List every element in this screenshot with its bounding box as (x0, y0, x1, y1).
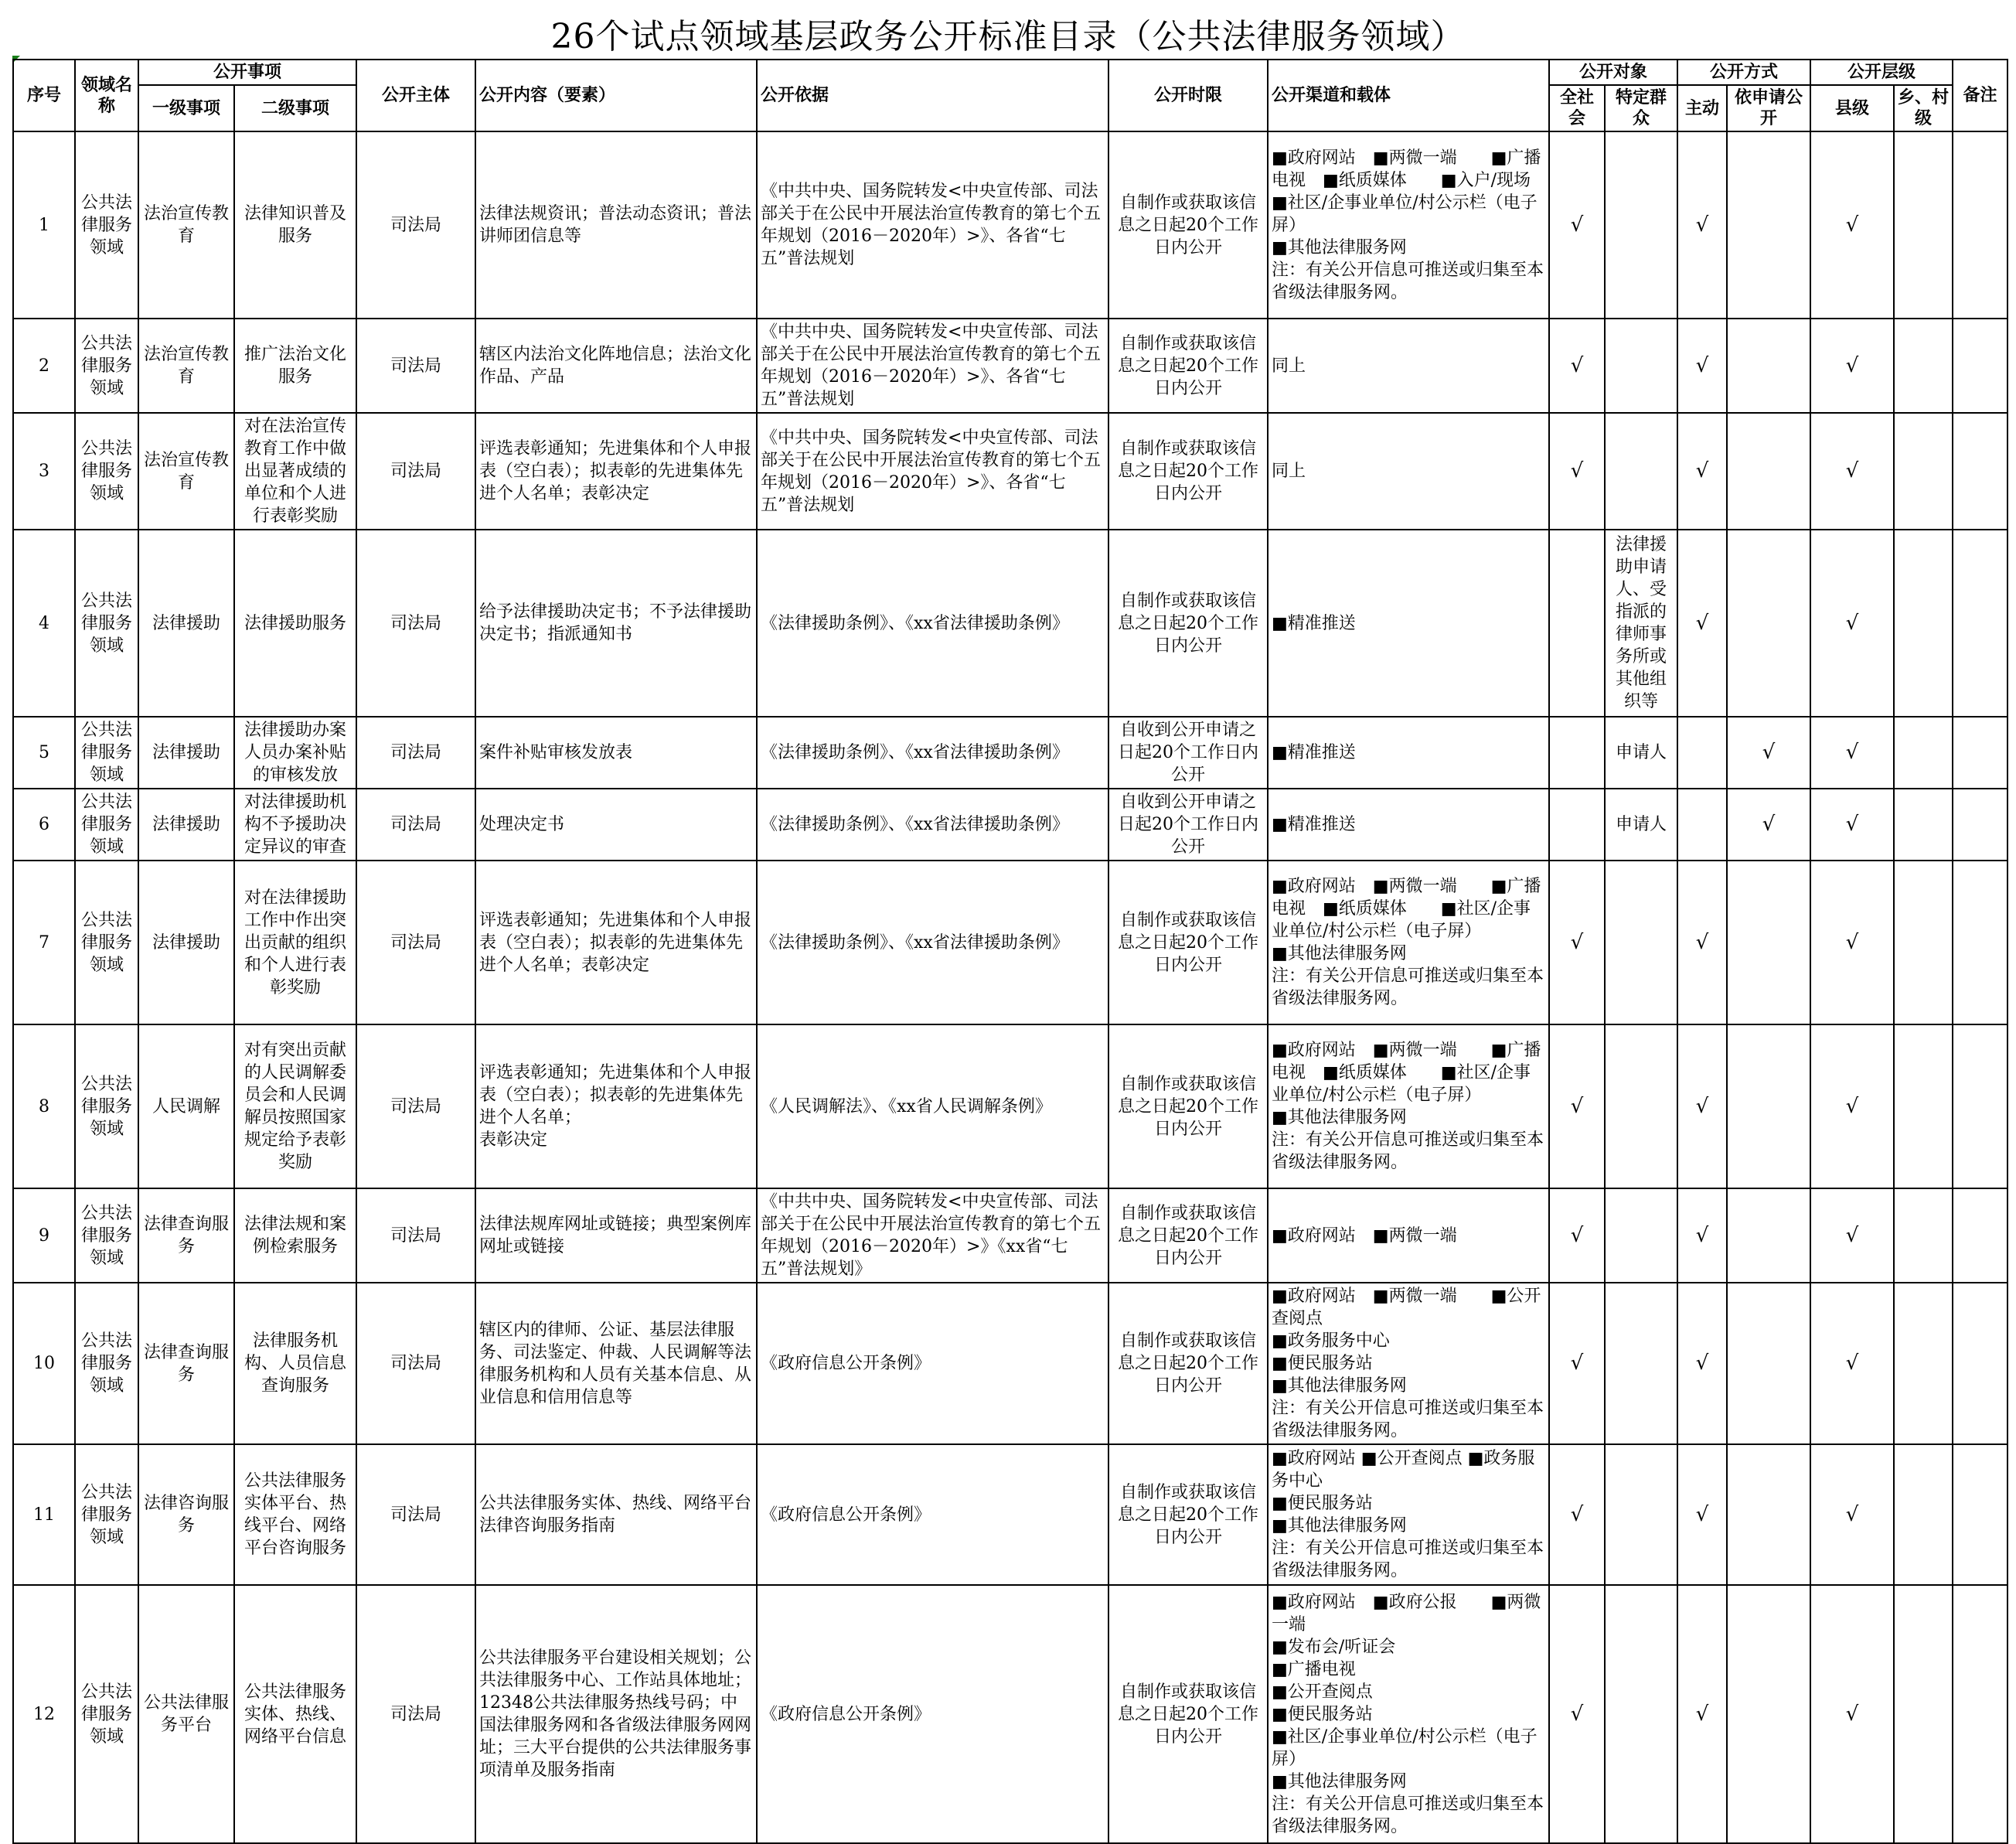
row-channel: ■精准推送 (1268, 717, 1549, 789)
row-channel: ■政府网站 ■两微一端 (1268, 1188, 1549, 1283)
row-domain: 公共法律服务领域 (75, 1188, 138, 1283)
row-domain: 公共法律服务领域 (75, 717, 138, 789)
row-item-l2: 法律援助办案人员办案补贴的审核发放 (234, 717, 356, 789)
row-item-l1: 法律援助 (138, 717, 234, 789)
row-remark (1953, 131, 2007, 319)
row-level-town (1894, 861, 1953, 1024)
row-seq: 11 (13, 1444, 75, 1585)
row-item-l1: 法治宣传教育 (138, 131, 234, 319)
row-target-specific (1605, 319, 1677, 413)
row-item-l1: 法律援助 (138, 789, 234, 861)
row-level-county: √ (1810, 319, 1894, 413)
row-time: 自制作或获取该信息之日起20个工作日内公开 (1108, 1283, 1268, 1444)
row-seq: 10 (13, 1283, 75, 1444)
row-level-county: √ (1810, 413, 1894, 530)
row-item-l1: 法律查询服务 (138, 1188, 234, 1283)
row-level-town (1894, 1024, 1953, 1188)
row-subject: 司法局 (356, 1585, 475, 1843)
row-time: 自制作或获取该信息之日起20个工作日内公开 (1108, 1444, 1268, 1585)
header-mode-active: 主动 (1677, 85, 1727, 131)
row-time: 自制作或获取该信息之日起20个工作日内公开 (1108, 861, 1268, 1024)
row-subject: 司法局 (356, 530, 475, 717)
row-mode-request (1727, 861, 1810, 1024)
row-level-town (1894, 1188, 1953, 1283)
row-basis: 《法律援助条例》、《xx省法律援助条例》 (757, 789, 1108, 861)
row-target-all: √ (1549, 1585, 1605, 1843)
header-seq: 序号 (13, 60, 75, 131)
row-seq: 9 (13, 1188, 75, 1283)
header-domain-name: 领域名称 (75, 60, 138, 131)
table-header (13, 60, 2007, 131)
row-basis: 《中共中央、国务院转发<中央宣传部、司法部关于在公民中开展法治宣传教育的第七个五年规划（2016－2020年）>》、各省“七五”普法规划 (757, 319, 1108, 413)
row-mode-active: √ (1677, 861, 1727, 1024)
row-level-county: √ (1810, 530, 1894, 717)
row-channel: ■政府网站 ■两微一端 ■公开查阅点 ■政务服务中心 ■便民服务站 ■其他法律服务网 注：有关公开信息可推送或归集至本省级法律服务网。 (1268, 1283, 1549, 1444)
table-row (13, 1283, 2007, 1444)
row-mode-request (1727, 319, 1810, 413)
header-level-group: 公开层级 (1810, 60, 1953, 85)
row-content: 案件补贴审核发放表 (475, 717, 757, 789)
row-domain: 公共法律服务领域 (75, 1283, 138, 1444)
table-row (13, 861, 2007, 1024)
row-level-town (1894, 1585, 1953, 1843)
row-level-town (1894, 319, 1953, 413)
row-mode-active: √ (1677, 413, 1727, 530)
row-subject: 司法局 (356, 413, 475, 530)
row-target-all (1549, 717, 1605, 789)
header-item-group: 公开事项 (138, 60, 356, 85)
table-row (13, 530, 2007, 717)
header-mode-group: 公开方式 (1677, 60, 1810, 85)
row-level-county: √ (1810, 1585, 1894, 1843)
row-basis: 《法律援助条例》、《xx省法律援助条例》 (757, 717, 1108, 789)
row-mode-active (1677, 717, 1727, 789)
row-target-all: √ (1549, 861, 1605, 1024)
row-target-specific (1605, 413, 1677, 530)
row-mode-active: √ (1677, 530, 1727, 717)
document-title: 26个试点领域基层政务公开标准目录（公共法律服务领域） (550, 17, 1466, 56)
row-item-l1: 法律援助 (138, 861, 234, 1024)
header-target-group: 公开对象 (1549, 60, 1677, 85)
row-target-all (1549, 789, 1605, 861)
row-domain: 公共法律服务领域 (75, 319, 138, 413)
row-channel: ■政府网站 ■两微一端 ■广播电视 ■纸质媒体 ■社区/企事业单位/村公示栏（电子屏） ■其他法律服务网 注：有关公开信息可推送或归集至本省级法律服务网。 (1268, 1024, 1549, 1188)
row-target-specific (1605, 1444, 1677, 1585)
header-item-l1: 一级事项 (138, 85, 234, 131)
row-time: 自制作或获取该信息之日起20个工作日内公开 (1108, 413, 1268, 530)
row-content: 法律法规库网址或链接；典型案例库网址或链接 (475, 1188, 757, 1283)
table-row (13, 1585, 2007, 1843)
row-time: 自制作或获取该信息之日起20个工作日内公开 (1108, 131, 1268, 319)
row-domain: 公共法律服务领域 (75, 1024, 138, 1188)
row-mode-active: √ (1677, 1283, 1727, 1444)
row-domain: 公共法律服务领域 (75, 861, 138, 1024)
row-subject: 司法局 (356, 1283, 475, 1444)
table-body (13, 131, 2007, 1843)
row-target-specific: 法律援助申请人、受指派的律师事务所或其他组织等 (1605, 530, 1677, 717)
row-item-l2: 法律服务机构、人员信息查询服务 (234, 1283, 356, 1444)
row-item-l1: 人民调解 (138, 1024, 234, 1188)
row-basis: 《法律援助条例》、《xx省法律援助条例》 (757, 861, 1108, 1024)
row-level-town (1894, 530, 1953, 717)
row-item-l2: 公共法律服务实体平台、热线平台、网络平台咨询服务 (234, 1444, 356, 1585)
row-mode-request (1727, 530, 1810, 717)
row-level-county: √ (1810, 1024, 1894, 1188)
row-basis: 《政府信息公开条例》 (757, 1585, 1108, 1843)
row-target-all: √ (1549, 1444, 1605, 1585)
row-item-l1: 法治宣传教育 (138, 413, 234, 530)
row-domain: 公共法律服务领域 (75, 789, 138, 861)
row-target-all: √ (1549, 319, 1605, 413)
row-mode-active: √ (1677, 1024, 1727, 1188)
row-time: 自制作或获取该信息之日起20个工作日内公开 (1108, 1188, 1268, 1283)
row-content: 公共法律服务实体、热线、网络平台法律咨询服务指南 (475, 1444, 757, 1585)
header-item-l2: 二级事项 (234, 85, 356, 131)
row-channel: ■政府网站 ■两微一端 ■广播电视 ■纸质媒体 ■社区/企事业单位/村公示栏（电子屏） ■其他法律服务网 注：有关公开信息可推送或归集至本省级法律服务网。 (1268, 861, 1549, 1024)
header-target-specific: 特定群众 (1605, 85, 1677, 131)
row-level-county: √ (1810, 789, 1894, 861)
row-subject: 司法局 (356, 319, 475, 413)
row-mode-active: √ (1677, 319, 1727, 413)
row-content: 评选表彰通知；先进集体和个人申报表（空白表）；拟表彰的先进集体先进个人名单； 表彰决定 (475, 1024, 757, 1188)
row-item-l1: 法律查询服务 (138, 1283, 234, 1444)
table-row (13, 413, 2007, 530)
row-level-county: √ (1810, 131, 1894, 319)
row-item-l2: 法律援助服务 (234, 530, 356, 717)
row-time: 自制作或获取该信息之日起20个工作日内公开 (1108, 319, 1268, 413)
row-basis: 《中共中央、国务院转发<中央宣传部、司法部关于在公民中开展法治宣传教育的第七个五年规划（2016－2020年）>》、各省“七五”普法规划 (757, 131, 1108, 319)
table-row (13, 789, 2007, 861)
row-domain: 公共法律服务领域 (75, 1444, 138, 1585)
table-row (13, 1024, 2007, 1188)
row-subject: 司法局 (356, 717, 475, 789)
row-mode-request: √ (1727, 789, 1810, 861)
header-content: 公开内容（要素） (475, 60, 757, 131)
row-item-l1: 法治宣传教育 (138, 319, 234, 413)
row-target-specific (1605, 861, 1677, 1024)
row-level-town (1894, 1283, 1953, 1444)
row-domain: 公共法律服务领域 (75, 530, 138, 717)
row-item-l2: 法律法规和案例检索服务 (234, 1188, 356, 1283)
row-content: 给予法律援助决定书；不予法律援助决定书；指派通知书 (475, 530, 757, 717)
row-mode-request (1727, 1585, 1810, 1843)
row-mode-active: √ (1677, 1188, 1727, 1283)
row-level-county: √ (1810, 717, 1894, 789)
row-remark (1953, 1024, 2007, 1188)
row-level-county: √ (1810, 1188, 1894, 1283)
row-target-specific: 申请人 (1605, 717, 1677, 789)
header-time: 公开时限 (1108, 60, 1268, 131)
row-mode-active: √ (1677, 1444, 1727, 1585)
row-seq: 5 (13, 717, 75, 789)
row-level-county: √ (1810, 1283, 1894, 1444)
row-mode-request (1727, 1024, 1810, 1188)
row-target-specific (1605, 1585, 1677, 1843)
row-item-l2: 对法律援助机构不予援助决定异议的审查 (234, 789, 356, 861)
row-content: 法律法规资讯；普法动态资讯；普法讲师团信息等 (475, 131, 757, 319)
row-remark (1953, 319, 2007, 413)
row-item-l2: 公共法律服务实体、热线、网络平台信息 (234, 1585, 356, 1843)
row-mode-request (1727, 131, 1810, 319)
header-basis: 公开依据 (757, 60, 1108, 131)
row-subject: 司法局 (356, 789, 475, 861)
row-subject: 司法局 (356, 131, 475, 319)
row-content: 处理决定书 (475, 789, 757, 861)
row-target-all (1549, 530, 1605, 717)
row-content: 评选表彰通知；先进集体和个人申报表（空白表）；拟表彰的先进集体先进个人名单；表彰决定 (475, 861, 757, 1024)
row-target-specific (1605, 131, 1677, 319)
row-target-specific (1605, 1188, 1677, 1283)
row-target-all: √ (1549, 413, 1605, 530)
row-basis: 《中共中央、国务院转发<中央宣传部、司法部关于在公民中开展法治宣传教育的第七个五年规划（2016－2020年）>》、各省“七五”普法规划 (757, 413, 1108, 530)
row-mode-active: √ (1677, 1585, 1727, 1843)
row-time: 自收到公开申请之日起20个工作日内公开 (1108, 789, 1268, 861)
table-row (13, 1188, 2007, 1283)
row-mode-active: √ (1677, 131, 1727, 319)
table-row (13, 1444, 2007, 1585)
row-item-l1: 法律咨询服务 (138, 1444, 234, 1585)
table-row (13, 131, 2007, 319)
table-row (13, 319, 2007, 413)
row-content: 公共法律服务平台建设相关规划；公共法律服务中心、工作站具体地址；12348公共法律服务热线号码；中国法律服务网和各省级法律服务网网址；三大平台提供的公共法律服务事项清单及服务指南 (475, 1585, 757, 1843)
header-level-town: 乡、村级 (1894, 85, 1953, 131)
row-item-l2: 法律知识普及服务 (234, 131, 356, 319)
row-remark (1953, 1283, 2007, 1444)
header-remark: 备注 (1953, 60, 2007, 131)
row-channel: ■政府网站 ■两微一端 ■广播电视 ■纸质媒体 ■入户/现场 ■社区/企事业单位/村公示栏（电子屏） ■其他法律服务网 注：有关公开信息可推送或归集至本省级法律服务网。 (1268, 131, 1549, 319)
row-mode-request (1727, 1444, 1810, 1585)
row-content: 辖区内法治文化阵地信息；法治文化作品、产品 (475, 319, 757, 413)
header-level-county: 县级 (1810, 85, 1894, 131)
catalog-table (12, 59, 2008, 1844)
row-seq: 3 (13, 413, 75, 530)
row-content: 评选表彰通知；先进集体和个人申报表（空白表）；拟表彰的先进集体先进个人名单；表彰决定 (475, 413, 757, 530)
row-mode-request: √ (1727, 717, 1810, 789)
row-channel: ■精准推送 (1268, 789, 1549, 861)
row-channel: ■政府网站 ■政府公报 ■两微一端 ■发布会/听证会 ■广播电视 ■公开查阅点 ■便民服务站 ■社区/企事业单位/村公示栏（电子屏） ■其他法律服务网 注：有关公开信息可推送或归集至本省级法律服务网。 (1268, 1585, 1549, 1843)
row-level-town (1894, 789, 1953, 861)
row-mode-request (1727, 1283, 1810, 1444)
row-seq: 7 (13, 861, 75, 1024)
row-item-l2: 对在法律援助工作中作出突出贡献的组织和个人进行表彰奖励 (234, 861, 356, 1024)
row-subject: 司法局 (356, 1188, 475, 1283)
row-domain: 公共法律服务领域 (75, 131, 138, 319)
row-remark (1953, 789, 2007, 861)
row-mode-request (1727, 1188, 1810, 1283)
row-remark (1953, 1585, 2007, 1843)
row-level-town (1894, 413, 1953, 530)
row-item-l1: 法律援助 (138, 530, 234, 717)
row-time: 自制作或获取该信息之日起20个工作日内公开 (1108, 1585, 1268, 1843)
header-target-all: 全社会 (1549, 85, 1605, 131)
row-channel: ■政府网站 ■公开查阅点 ■政务服务中心 ■便民服务站 ■其他法律服务网 注：有关公开信息可推送或归集至本省级法律服务网。 (1268, 1444, 1549, 1585)
header-mode-request: 依申请公开 (1727, 85, 1810, 131)
row-item-l2: 推广法治文化服务 (234, 319, 356, 413)
row-remark (1953, 530, 2007, 717)
header-channel: 公开渠道和载体 (1268, 60, 1549, 131)
row-remark (1953, 1188, 2007, 1283)
row-level-town (1894, 717, 1953, 789)
row-item-l1: 公共法律服务平台 (138, 1585, 234, 1843)
row-target-all: √ (1549, 1283, 1605, 1444)
row-basis: 《法律援助条例》、《xx省法律援助条例》 (757, 530, 1108, 717)
row-target-specific (1605, 1024, 1677, 1188)
row-target-specific: 申请人 (1605, 789, 1677, 861)
row-subject: 司法局 (356, 1444, 475, 1585)
row-remark (1953, 861, 2007, 1024)
row-target-all: √ (1549, 1024, 1605, 1188)
row-level-county: √ (1810, 861, 1894, 1024)
row-remark (1953, 717, 2007, 789)
row-basis: 《人民调解法》、《xx省人民调解条例》 (757, 1024, 1108, 1188)
row-seq: 1 (13, 131, 75, 319)
row-content: 辖区内的律师、公证、基层法律服务、司法鉴定、仲裁、人民调解等法律服务机构和人员有关基本信息、从业信息和信用信息等 (475, 1283, 757, 1444)
row-seq: 8 (13, 1024, 75, 1188)
row-seq: 12 (13, 1585, 75, 1843)
row-target-specific (1605, 1283, 1677, 1444)
row-level-town (1894, 131, 1953, 319)
row-level-county: √ (1810, 1444, 1894, 1585)
row-item-l2: 对在法治宣传教育工作中做出显著成绩的单位和个人进行表彰奖励 (234, 413, 356, 530)
header-subject: 公开主体 (356, 60, 475, 131)
row-domain: 公共法律服务领域 (75, 413, 138, 530)
row-channel: 同上 (1268, 413, 1549, 530)
row-subject: 司法局 (356, 1024, 475, 1188)
row-basis: 《中共中央、国务院转发<中央宣传部、司法部关于在公民中开展法治宣传教育的第七个五年规划（2016－2020年）>》《xx省“七五”普法规划》 (757, 1188, 1108, 1283)
row-seq: 6 (13, 789, 75, 861)
row-subject: 司法局 (356, 861, 475, 1024)
row-seq: 2 (13, 319, 75, 413)
row-item-l2: 对有突出贡献的人民调解委员会和人民调解员按照国家规定给予表彰奖励 (234, 1024, 356, 1188)
row-remark (1953, 1444, 2007, 1585)
row-mode-request (1727, 413, 1810, 530)
row-remark (1953, 413, 2007, 530)
row-time: 自收到公开申请之日起20个工作日内公开 (1108, 717, 1268, 789)
row-seq: 4 (13, 530, 75, 717)
row-channel: ■精准推送 (1268, 530, 1549, 717)
row-channel: 同上 (1268, 319, 1549, 413)
row-basis: 《政府信息公开条例》 (757, 1444, 1108, 1585)
row-basis: 《政府信息公开条例》 (757, 1283, 1108, 1444)
row-mode-active (1677, 789, 1727, 861)
row-domain: 公共法律服务领域 (75, 1585, 138, 1843)
row-time: 自制作或获取该信息之日起20个工作日内公开 (1108, 530, 1268, 717)
table-row (13, 717, 2007, 789)
row-target-all: √ (1549, 1188, 1605, 1283)
row-level-town (1894, 1444, 1953, 1585)
row-target-all: √ (1549, 131, 1605, 319)
row-time: 自制作或获取该信息之日起20个工作日内公开 (1108, 1024, 1268, 1188)
